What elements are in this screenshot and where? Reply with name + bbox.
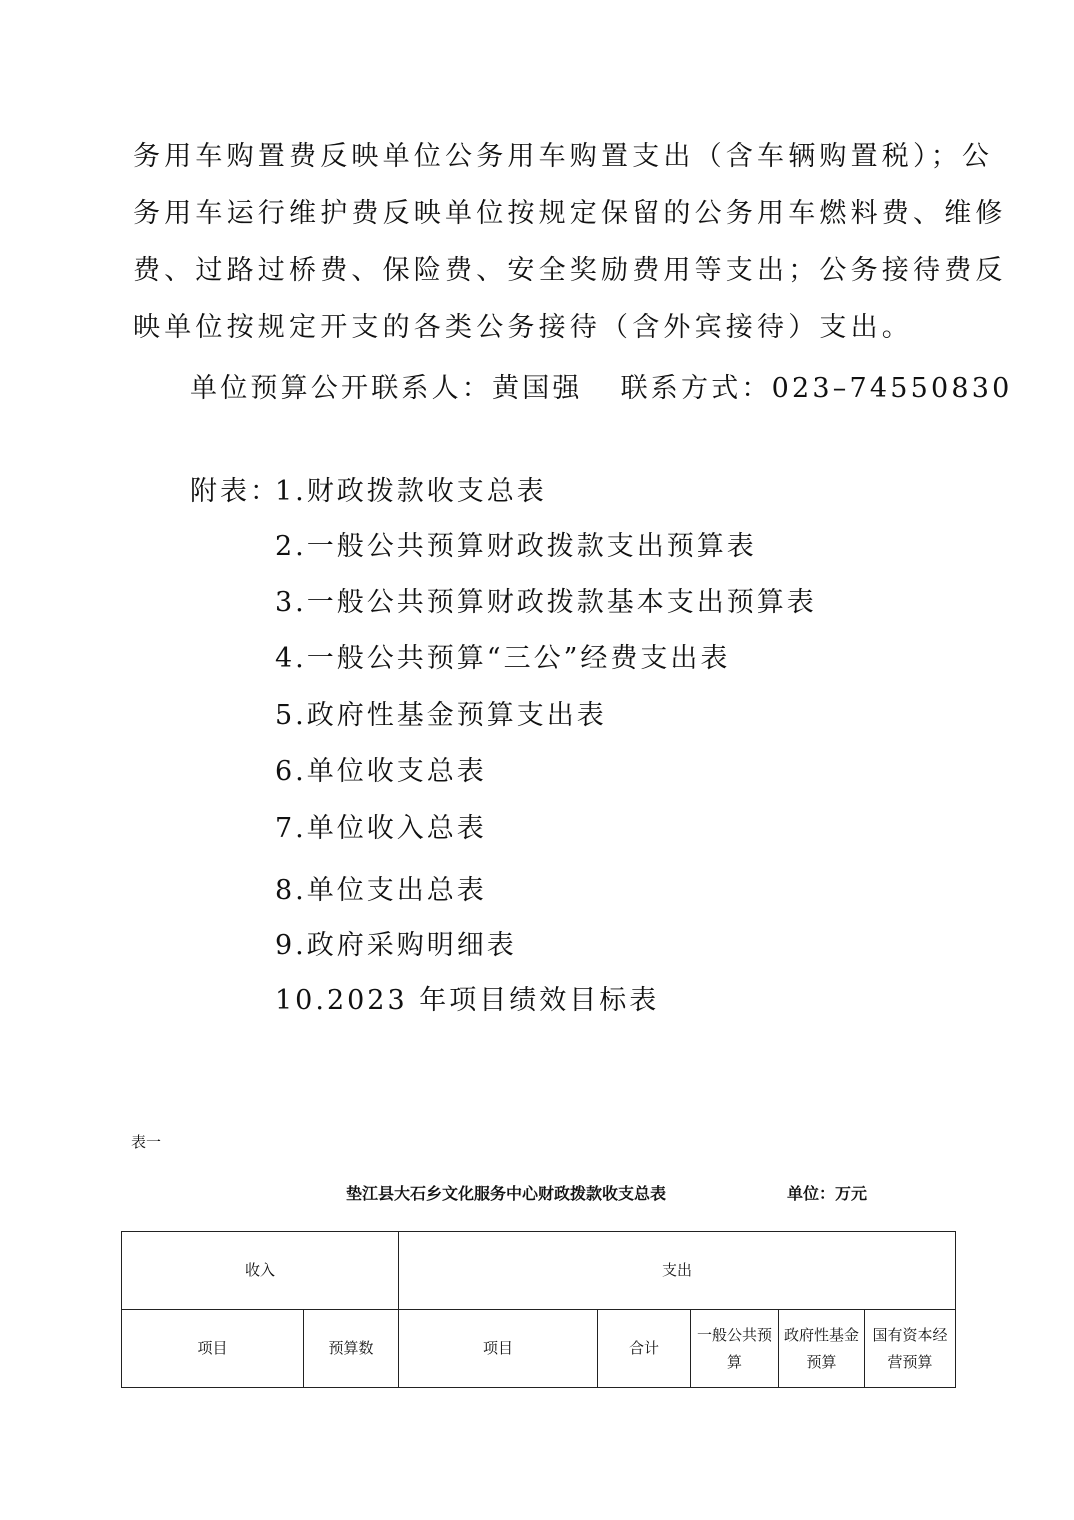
body-line-1: 务用车购置费反映单位公务用车购置支出（含车辆购置税）；公 xyxy=(133,141,994,172)
attachment-item: 5.政府性基金预算支出表 xyxy=(275,700,607,731)
attachment-item: 4.一般公共预算“三公”经费支出表 xyxy=(275,643,731,674)
body-line-3: 费、过路过桥费、保险费、安全奖励费用等支出；公务接待费反 xyxy=(133,255,1007,286)
contact-method: 联系方式：023–74550830 xyxy=(620,373,1013,404)
body-paragraph xyxy=(133,128,1007,356)
attachment-item: 2.一般公共预算财政拨款支出预算表 xyxy=(275,531,757,562)
contact-line xyxy=(190,365,1012,413)
attachment-item: 6.单位收支总表 xyxy=(275,756,487,787)
attachment-item: 1.财政拨款收支总表 xyxy=(275,476,547,507)
contact-person: 单位预算公开联系人：黄国强 xyxy=(190,373,583,404)
income-item-header: 项目 xyxy=(122,1310,304,1388)
table-tag: 表一 xyxy=(131,1133,162,1151)
table-column-header-row xyxy=(122,1310,956,1388)
general-public-budget-header: 一般公共预算 xyxy=(691,1310,779,1388)
attachment-item: 8.单位支出总表 xyxy=(275,875,487,906)
income-group-header: 收入 xyxy=(122,1232,399,1310)
attachment-item: 9.政府采购明细表 xyxy=(275,930,517,961)
government-fund-budget-header: 政府性基金预算 xyxy=(779,1310,865,1388)
attachments-label: 附表： xyxy=(190,476,280,507)
body-line-4: 映单位按规定开支的各类公务接待（含外宾接待）支出。 xyxy=(133,312,913,343)
expense-item-header: 项目 xyxy=(399,1310,598,1388)
table-group-header-row xyxy=(122,1232,956,1310)
income-budget-header: 预算数 xyxy=(304,1310,399,1388)
attachment-item: 3.一般公共预算财政拨款基本支出预算表 xyxy=(275,587,817,618)
budget-summary-table xyxy=(121,1231,956,1388)
expense-total-header: 合计 xyxy=(598,1310,691,1388)
table-unit: 单位：万元 xyxy=(787,1184,868,1203)
state-capital-budget-header: 国有资本经营预算 xyxy=(865,1310,956,1388)
attachment-item: 7.单位收入总表 xyxy=(275,813,487,844)
attachment-item: 10.2023 年项目绩效目标表 xyxy=(275,985,660,1016)
table-title: 垫江县大石乡文化服务中心财政拨款收支总表 xyxy=(346,1184,667,1203)
body-line-2: 务用车运行维护费反映单位按规定保留的公务用车燃料费、维修 xyxy=(133,198,1007,229)
expense-group-header: 支出 xyxy=(399,1232,956,1310)
